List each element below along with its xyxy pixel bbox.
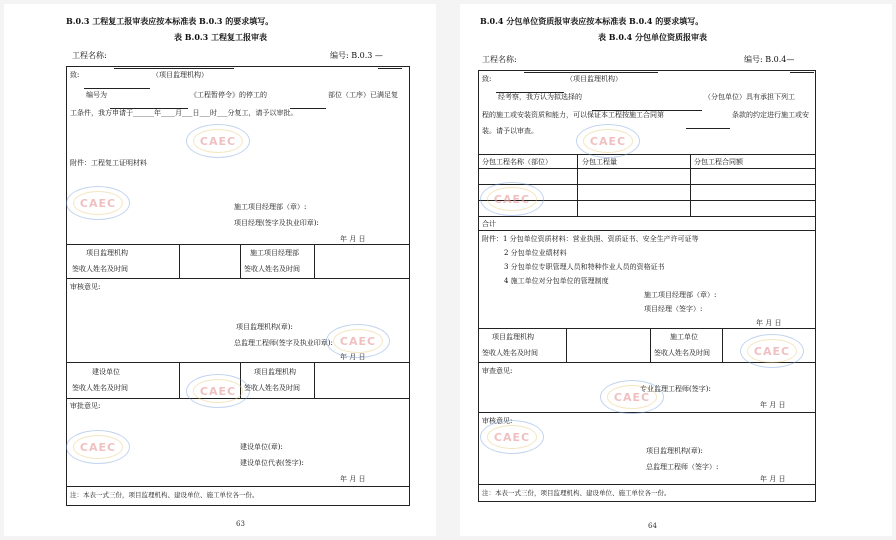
chief-engineer-signature: 总监理工程师（签字）: [646,463,719,471]
document-page-64 [460,4,892,536]
col-header-quantity: 分包工程量 [582,158,617,166]
date-3: 年 月 日 [760,475,786,483]
contractor-pm-signature: 项目经理（签字）: [644,305,703,313]
body-text-1a: 编号为 [86,91,107,99]
caec-watermark: CAEC [66,430,130,464]
footnote: 注：本表一式三份，项目监理机构、建设单位、施工单位各一份。 [70,491,259,499]
review-label: 审查意见: [482,367,513,375]
body-text-2a: 程的施工或安装资质和能力，可以保证本工程按施工合同第 [482,111,664,119]
table-caption: 表 B.0.4 分包单位资质报审表 [598,32,708,42]
date-3: 年 月 日 [340,475,366,483]
to-label: 致: [482,75,492,83]
project-name-label: 工程名称: [482,55,517,64]
approval-label: 审批意见: [70,402,101,410]
body-text-2b: 条款的约定进行施工或安 [732,111,809,119]
sig-left-receiver: 签收人姓名及时间 [482,349,538,357]
caec-watermark: CAEC [326,324,390,358]
attachment-4: 4 施工单位对分包单位的管理制度 [504,277,609,285]
contractor-pm-signature: 项目经理(签字及执业印章): [234,219,319,227]
sig2-left-receiver: 签收人姓名及时间 [72,384,128,392]
form-number-label: 编号: B.0.3 — [330,51,383,60]
table-caption: 表 B.0.3 工程复工报审表 [174,32,268,42]
caec-watermark: CAEC [186,374,250,408]
part-field [290,90,326,109]
page-number: 64 [648,522,657,530]
attachment-label: 附件：工程复工证明材料 [70,159,147,167]
footnote: 注：本表一式三份，项目监理机构、建设单位、施工单位各一份。 [482,489,671,497]
section-heading: B.0.4 分包单位资质报审表应按本标准表 B.0.4 的要求填写。 [480,16,704,26]
chief-engineer-signature: 总监理工程师(签字及执业印章): [234,339,333,347]
audit-label: 审核意见: [482,417,513,425]
supervision-org-seal: 项目监理机构(章): [236,323,293,331]
attachment-2: 2 分包单位业绩材料 [504,249,567,257]
to-unit: （项目监理机构） [152,71,208,79]
total-label: 合计 [482,220,496,228]
to-field [496,74,564,93]
section-heading: B.0.3 工程复工报审表应按本标准表 B.0.3 的要求填写。 [66,16,274,26]
sig1-right-org: 施工项目经理部 [250,249,299,257]
specialist-signature: 专业监理工程师(签字): [640,385,711,393]
sig2-left-org: 建设单位 [92,368,120,376]
attachment-1: 附件：1 分包单位资质材料：营业执照、资质证书、安全生产许可证等 [482,235,699,243]
clause-field [686,110,730,129]
body-text-1b: 《工程暂停令》的停工的 [190,91,267,99]
contractor-dept-seal: 施工项目经理部（章）: [644,291,717,299]
caec-watermark: CAEC [740,334,804,368]
sig-right-org: 施工单位 [670,333,698,341]
caec-watermark: CAEC [186,124,250,158]
date-1: 年 月 日 [756,319,782,327]
body-text-2: 工条件，我方申请于______年____月___日___时___分复工，请予以审批。 [70,109,298,117]
to-unit: （项目监理机构） [566,75,622,83]
sig2-right-receiver: 签收人姓名及时间 [244,384,300,392]
divider [66,244,410,245]
body-text-1b: （分包单位）具有承担下列工 [704,93,795,101]
body-text-3: 装。请予以审查。 [482,127,538,135]
owner-unit-seal: 建设单位(章): [240,443,283,451]
owner-rep-signature: 建设单位代表(签字): [240,459,304,467]
sig-right-receiver: 签收人姓名及时间 [654,349,710,357]
sig1-left-org: 项目监理机构 [86,249,128,257]
date-2: 年 月 日 [340,353,366,361]
review-label: 审核意见: [70,283,101,291]
subcontractor-field [592,92,702,111]
attachment-3: 3 分包单位专职管理人员和特种作业人员的资格证书 [504,263,665,271]
document-page-63 [4,4,436,536]
date-1: 年 月 日 [340,235,366,243]
date-2: 年 月 日 [760,401,786,409]
caec-watermark: CAEC [480,420,544,454]
to-field [84,70,150,89]
project-name-label: 工程名称: [72,51,107,60]
caec-watermark: CAEC [576,124,640,158]
sig-left-org: 项目监理机构 [492,333,534,341]
page-number: 63 [236,520,245,528]
to-label: 致: [70,71,80,79]
caec-watermark: CAEC [480,182,544,216]
form-number-label: 编号: B.0.4— [744,55,795,64]
sig1-right-receiver: 签收人姓名及时间 [244,265,300,273]
caec-watermark: CAEC [600,380,664,414]
col-header-amount: 分包工程合同额 [694,158,743,166]
col-header-name: 分包工程名称（部位） [482,158,552,166]
sig1-left-receiver: 签收人姓名及时间 [72,265,128,273]
contractor-dept-seal: 施工项目经理部（章）: [234,203,307,211]
body-text-1a: 经考察，我方认为拟选择的 [498,93,582,101]
body-text-1c: 部位（工序）已满足复 [328,91,398,99]
sig2-right-org: 项目监理机构 [254,368,296,376]
supervision-org-seal: 项目监理机构(章): [646,447,703,455]
caec-watermark: CAEC [66,186,130,220]
stop-order-number-field [110,90,188,109]
